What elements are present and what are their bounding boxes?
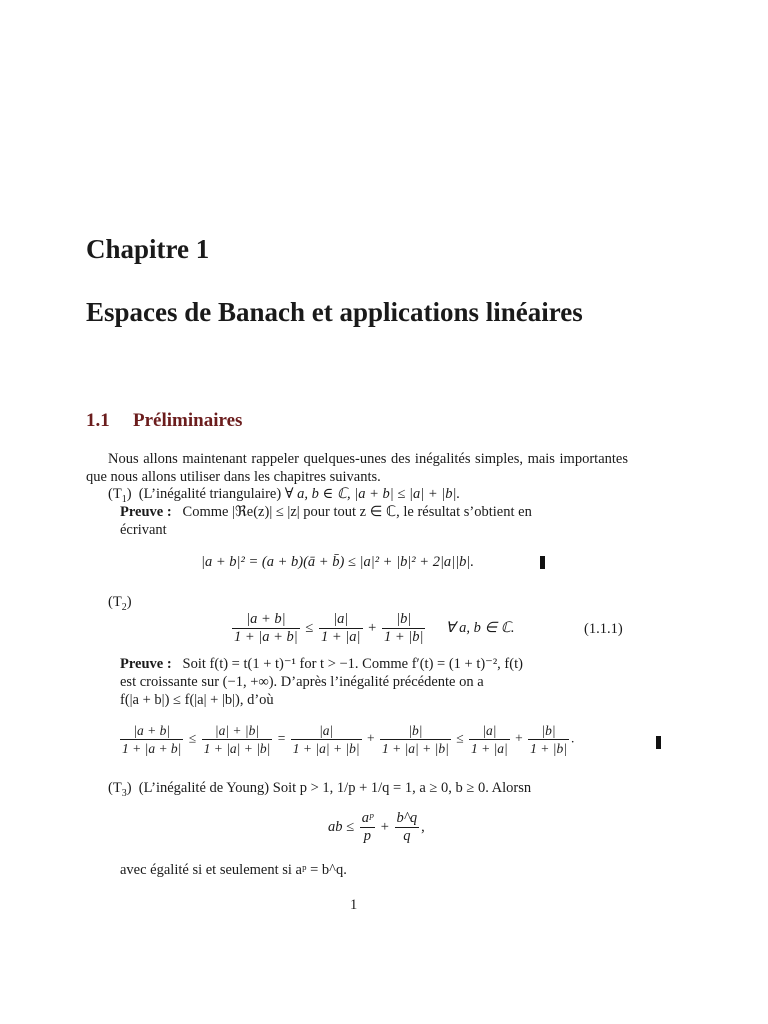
section-title: Préliminaires: [133, 410, 243, 431]
t2-inequality: $\frac{|a + b|}{1 + |a + b|}$ ≤ $\frac{|a|}{1 + |a|}$ + $\frac{|b|}{1 + |b|}$ ∀ a, b ∈ ℂ.: [234, 611, 515, 645]
t1-name: (L’inégalité triangulaire): [138, 486, 282, 502]
t1-formula: ∀ a, b ∈ ℂ, |a + b| ≤ |a| + |b|.: [284, 486, 461, 502]
t1-equation: |a + b|² = (a + b)(ā + b̄) ≤ |a|² + |b|² + 2|a||b|.: [201, 554, 475, 570]
t1-statement: [108, 486, 460, 505]
t2-quantifier: ∀ a, b ∈ ℂ.: [445, 619, 515, 636]
t2-proof-line-1: Preuve : Soit f(t) = t(1 + t)⁻¹ for t > −1. Comme f′(t) = (1 + t)⁻², f(t): [120, 656, 523, 672]
t2-lhs-fraction: $\frac{|a + b|}{1 + |a + b|}$: [234, 611, 298, 645]
chapter-label: Chapitre 1: [86, 234, 210, 264]
t2-frac-b: $\frac{|b|}{1 + |b|}$: [383, 611, 424, 645]
t2-chain-equation: $\frac{|a + b|}{1 + |a + b|}$ ≤ $\frac{|a| + |b|}{1 + |a| + |b|}$ = $\frac{|a|}{1 + |a| + |b|}$ + $\frac{|b|}{1 + |a| + |b|}$ ≤ $\frac{|a|}{1 + |a|}$ + $\frac{|b|}{1 + |b|}$ .: [122, 723, 575, 756]
t1-proof-text: Comme |ℜe(z)| ≤ |z| pour tout z ∈ ℂ, le résultat s’obtient en: [182, 504, 532, 520]
intro-paragraph: Nous allons maintenant rappeler quelques-unes des inégalités simples, mais importantes que nous allons utiliser dans les chapitres suivants.: [86, 451, 628, 485]
t3-statement: $(T_3)$ (L’inégalité de Young) Soit p > 1, 1/p + 1/q = 1, a ≥ 0, b ≥ 0. Alorsn: [108, 780, 532, 799]
t2-proof-label: Preuve :: [120, 656, 172, 672]
chapter-title: Espaces de Banach et applications linéaires: [86, 297, 583, 327]
section-heading: [86, 410, 242, 432]
t1-proof-label: Preuve :: [120, 504, 172, 520]
t2-frac-a: $\frac{|a|}{1 + |a|}$: [321, 611, 361, 645]
equation-number: (1.1.1): [584, 621, 623, 637]
page-number: 1: [350, 897, 358, 913]
t2-tag: $(T_2)$: [108, 594, 132, 613]
t1-proof-line-2: écrivant: [120, 522, 167, 538]
section-number: 1.1: [86, 410, 110, 431]
t2-proof-line-2: est croissante sur (−1, +∞). D’après l’inégalité précédente on a: [120, 674, 484, 690]
young-equation: ab ≤ $\frac{\text{aᵖ}}{p}$ + $\frac{b\^{}q}{q}$ ,: [328, 810, 425, 844]
t1-proof-line-1: [120, 504, 626, 521]
qed-mark: [540, 554, 545, 573]
qed-mark-2: [656, 734, 661, 753]
t3-tag: $(T_3)$: [108, 780, 132, 799]
t2-proof-line-3: f(|a + b|) ≤ f(|a| + |b|), d’où: [120, 692, 274, 708]
t3-equality-condition: avec égalité si et seulement si aᵖ = b^q.: [120, 862, 347, 878]
t1-tag: $(T_1)$: [108, 486, 132, 505]
